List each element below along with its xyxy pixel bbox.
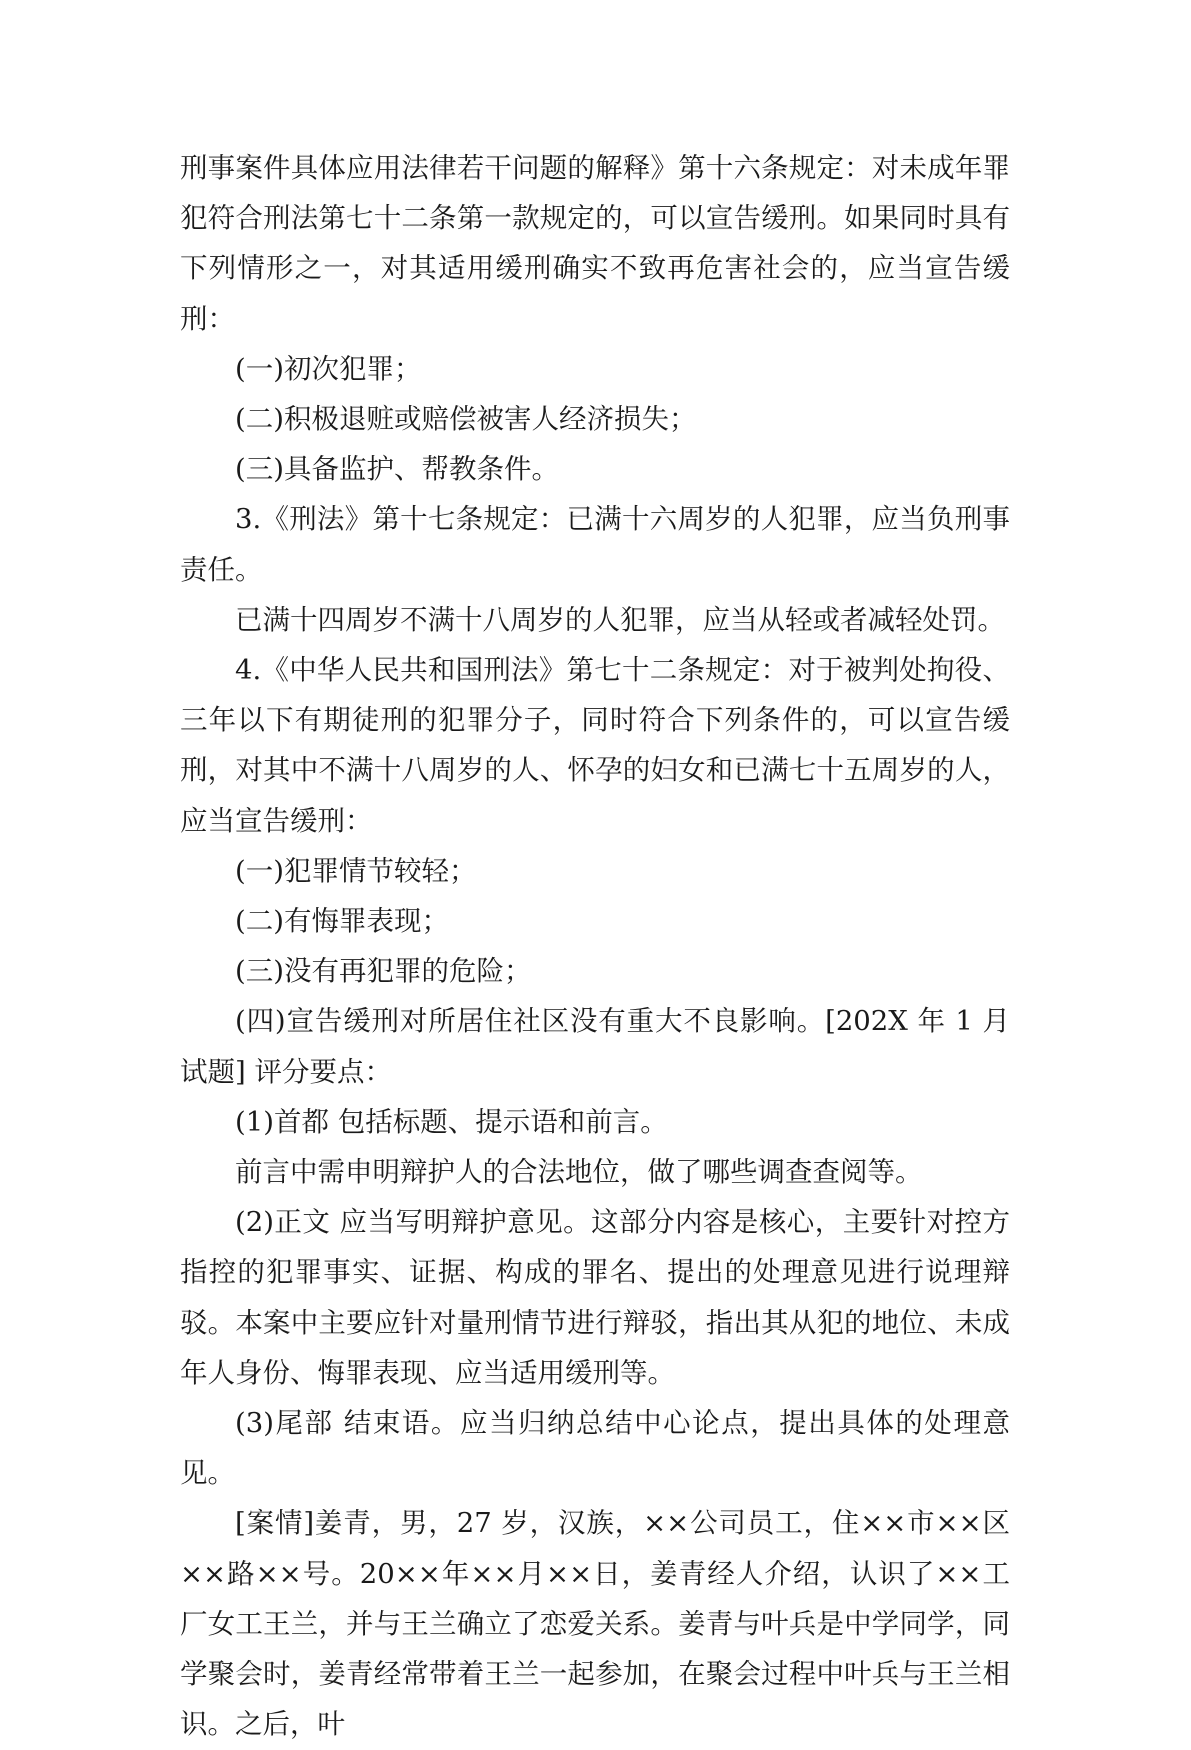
paragraph-10: (三)没有再犯罪的危险； — [235, 955, 532, 988]
paragraph-13: 前言中需申明辩护人的合法地位，做了哪些调查查阅等。 — [235, 1156, 923, 1189]
paragraph-15: (3)尾部 结束语。应当归纳总结中心论点，提出具体的处理意见。 — [180, 1407, 1010, 1490]
paragraph-9: (二)有悔罪表现； — [235, 905, 449, 938]
paragraph-11: (四)宣告缓刑对所居住社区没有重大不良影响。[202X 年 1 月试题] 评分要点： — [180, 1005, 1010, 1088]
paragraph-2: (一)初次犯罪； — [235, 352, 422, 385]
paragraph-3: (二)积极退赃或赔偿被害人经济损失； — [235, 403, 697, 436]
paragraph-5: 3.《刑法》第十七条规定：已满十六周岁的人犯罪，应当负刑事责任。 — [180, 503, 1010, 586]
paragraph-14: (2)正文 应当写明辩护意见。这部分内容是核心，主要针对控方指控的犯罪事实、证据、构成的罪名、提出的处理意见进行说理辩驳。本案中主要应针对量刑情节进行辩驳，指出其从犯的地位、未成年人身份、悔罪表现、应当适用缓刑等。 — [180, 1206, 1010, 1389]
paragraph-7: 4.《中华人民共和国刑法》第七十二条规定：对于被判处拘役、三年以下有期徒刑的犯罪分子，同时符合下列条件的，可以宣告缓刑，对其中不满十八周岁的人、怀孕的妇女和已满七十五周岁的人，应当宣告缓刑： — [180, 654, 1010, 837]
paragraph-8: (一)犯罪情节较轻； — [235, 854, 477, 887]
paragraph-16: [案情]姜青，男，27 岁，汉族，××公司员工，住××市××区××路××号。20××年××月××日，姜青经人介绍，认识了××工厂女工王兰，并与王兰确立了恋爱关系。姜青与叶兵是中学同学，同学聚会时，姜青经常带着王兰一起参加，在聚会过程中叶兵与王兰相识。之后，叶 — [180, 1507, 1010, 1741]
paragraph-4: (三)具备监护、帮教条件。 — [235, 453, 559, 486]
paragraph-1: 刑事案件具体应用法律若干问题的解释》第十六条规定：对未成年罪犯符合刑法第七十二条第一款规定的，可以宣告缓刑。如果同时具有下列情形之一，对其适用缓刑确实不致再危害社会的，应当宣告缓刑： — [180, 152, 1010, 335]
paragraph-12: (1)首都 包括标题、提示语和前言。 — [235, 1105, 668, 1138]
document-body — [180, 143, 1010, 1750]
paragraph-6: 已满十四周岁不满十八周岁的人犯罪，应当从轻或者减轻处罚。 — [235, 603, 1005, 636]
